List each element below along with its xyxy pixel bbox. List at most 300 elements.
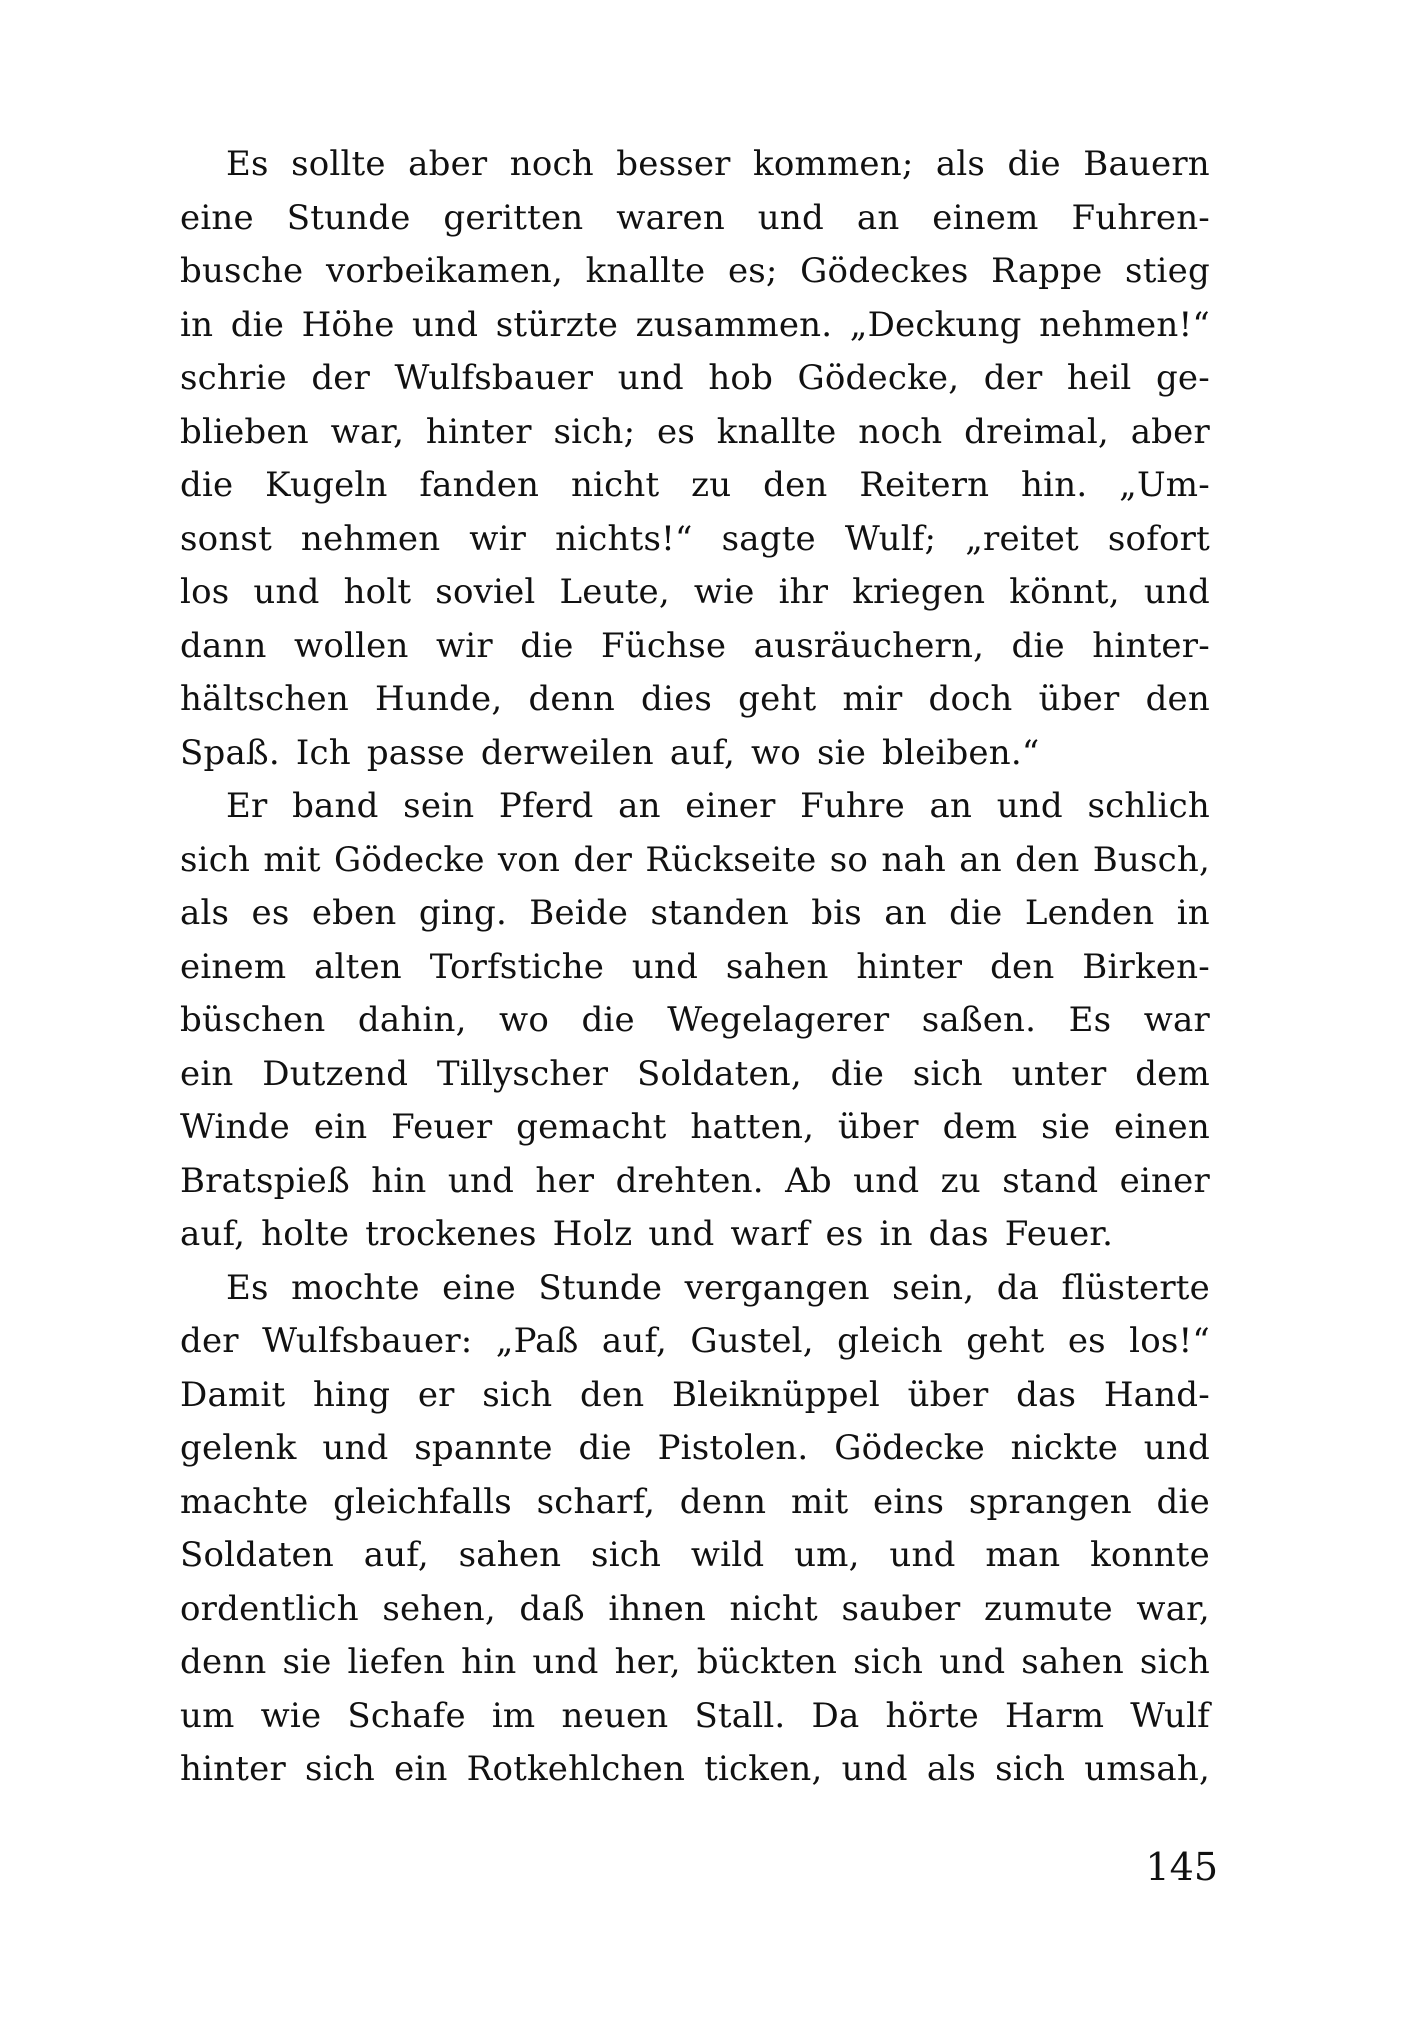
word: ein bbox=[313, 1107, 368, 1147]
word: ticken, bbox=[704, 1749, 823, 1789]
word: Dutzend bbox=[262, 1053, 409, 1094]
word: gemacht bbox=[516, 1107, 667, 1147]
word: zusammen. bbox=[635, 304, 833, 345]
text-line bbox=[180, 1743, 1210, 1797]
word: gleichfalls bbox=[333, 1481, 512, 1522]
word: in bbox=[1176, 893, 1210, 933]
text-line bbox=[180, 406, 1210, 460]
word: wo bbox=[751, 732, 801, 773]
word: einem bbox=[932, 197, 1039, 238]
word: und bbox=[412, 304, 479, 345]
word: den bbox=[1015, 839, 1080, 880]
text-line bbox=[180, 1690, 1210, 1744]
word: Hand- bbox=[1103, 1374, 1210, 1415]
word: an bbox=[884, 893, 927, 933]
word: hin bbox=[371, 1160, 427, 1201]
word: Bauern bbox=[1083, 144, 1210, 184]
word: nehmen!“ bbox=[1039, 304, 1210, 345]
word: als bbox=[926, 1749, 977, 1789]
word: Wulf bbox=[1130, 1695, 1210, 1736]
text-line bbox=[180, 1208, 1210, 1262]
word: Ab bbox=[785, 1160, 832, 1201]
word: hörte bbox=[885, 1695, 979, 1736]
word: um, bbox=[794, 1535, 860, 1575]
word: an bbox=[618, 786, 661, 826]
word: einer bbox=[1119, 1160, 1210, 1201]
word: machte bbox=[180, 1481, 309, 1522]
word: besser bbox=[616, 144, 731, 184]
text-line bbox=[180, 941, 1210, 995]
word: sich bbox=[912, 1053, 983, 1094]
word: holte bbox=[261, 1214, 350, 1254]
word: Gödecke, bbox=[797, 358, 960, 398]
word: ein bbox=[180, 1053, 234, 1094]
word: und bbox=[648, 1214, 715, 1254]
word: sich bbox=[482, 1374, 553, 1415]
word: es bbox=[251, 893, 290, 933]
word: das bbox=[1016, 1374, 1077, 1415]
word: geht bbox=[738, 679, 817, 719]
word: war, bbox=[330, 411, 405, 452]
word: aber bbox=[1130, 411, 1210, 452]
word: Birken- bbox=[1082, 946, 1210, 987]
word: auf, bbox=[363, 1535, 429, 1575]
word: auf, bbox=[669, 732, 735, 773]
word: Es bbox=[226, 1267, 269, 1308]
word: sahen bbox=[1021, 1642, 1124, 1682]
word: nickte bbox=[1010, 1428, 1119, 1468]
word: der bbox=[573, 839, 633, 880]
word: passe bbox=[366, 732, 465, 773]
text-line bbox=[180, 834, 1210, 888]
word: blieben bbox=[180, 411, 309, 452]
word: soviel bbox=[435, 572, 536, 612]
word: wo bbox=[499, 1000, 550, 1040]
text-line bbox=[180, 887, 1210, 941]
word: spannte bbox=[414, 1428, 553, 1468]
text-line bbox=[180, 1636, 1210, 1690]
word: wir bbox=[469, 518, 527, 559]
word: Hunde, bbox=[375, 679, 503, 719]
word: der bbox=[311, 358, 371, 398]
word: sich bbox=[591, 1535, 662, 1575]
word: noch bbox=[858, 411, 943, 452]
word: sie bbox=[816, 732, 867, 773]
word: Bratspieß bbox=[180, 1160, 350, 1201]
word: von bbox=[497, 839, 561, 880]
word: bückten bbox=[696, 1642, 838, 1682]
word: hatten, bbox=[690, 1107, 815, 1147]
word: das bbox=[928, 1214, 989, 1254]
word: „reitet bbox=[965, 518, 1079, 559]
word: sich bbox=[304, 1749, 376, 1789]
word: und bbox=[1143, 572, 1210, 612]
word: Es bbox=[226, 144, 269, 184]
text-line bbox=[180, 1101, 1210, 1155]
word: zumute bbox=[983, 1588, 1113, 1629]
word: es; bbox=[727, 251, 778, 291]
word: Lenden bbox=[1024, 893, 1155, 933]
word: sauber bbox=[841, 1588, 961, 1629]
word: konnte bbox=[1090, 1535, 1210, 1575]
word: in bbox=[180, 304, 214, 345]
word: einer bbox=[685, 786, 776, 826]
word: Gödecke bbox=[333, 839, 485, 880]
word: nehmen bbox=[300, 518, 441, 559]
word: bleiben.“ bbox=[882, 732, 1040, 773]
word: „Um- bbox=[1119, 465, 1210, 505]
word: los!“ bbox=[1129, 1321, 1210, 1361]
word: die bbox=[1007, 144, 1061, 184]
text-line bbox=[180, 727, 1210, 781]
word: Leute, bbox=[559, 572, 670, 612]
word: schlich bbox=[1087, 786, 1210, 826]
word: busche bbox=[180, 251, 304, 291]
word: eine bbox=[442, 1267, 516, 1308]
word: und bbox=[841, 1749, 908, 1789]
word: band bbox=[292, 786, 379, 826]
word: war bbox=[1143, 1000, 1210, 1040]
word: Bleiknüppel bbox=[671, 1374, 880, 1415]
word: doch bbox=[928, 679, 1013, 719]
word: sich bbox=[853, 1642, 924, 1682]
word: wir bbox=[436, 625, 493, 666]
text-line bbox=[180, 1529, 1210, 1583]
word: sich bbox=[995, 1749, 1066, 1789]
word: denn bbox=[528, 679, 615, 719]
text-line bbox=[180, 1048, 1210, 1102]
word: die bbox=[520, 625, 574, 666]
word: ging. bbox=[418, 893, 507, 933]
word: sein bbox=[403, 786, 475, 826]
word: Fuhren- bbox=[1071, 197, 1210, 238]
word: Wegelagerer bbox=[667, 1000, 890, 1040]
word: geritten bbox=[443, 197, 584, 238]
word: drehten. bbox=[615, 1160, 764, 1201]
word: alten bbox=[314, 946, 402, 987]
word: auf, bbox=[180, 1214, 246, 1254]
word: sie bbox=[1041, 1107, 1091, 1147]
word: ein bbox=[394, 1749, 448, 1789]
word: sollte bbox=[291, 144, 386, 184]
text-line bbox=[180, 994, 1210, 1048]
word: her bbox=[535, 1160, 595, 1201]
word: sich bbox=[1139, 1642, 1210, 1682]
word: sofort bbox=[1107, 518, 1210, 559]
word: hin bbox=[461, 1642, 517, 1682]
word: Winde bbox=[180, 1107, 291, 1147]
word: bis bbox=[811, 893, 862, 933]
word: und bbox=[996, 786, 1063, 826]
word: sie bbox=[282, 1642, 332, 1682]
word: Kugeln bbox=[265, 465, 388, 505]
word: und bbox=[532, 1642, 599, 1682]
word: unter bbox=[1011, 1053, 1107, 1094]
word: eine bbox=[180, 197, 254, 238]
word: mit bbox=[790, 1481, 849, 1522]
word: nicht bbox=[570, 465, 660, 505]
word: denn bbox=[679, 1481, 767, 1522]
word: sich; bbox=[553, 411, 636, 452]
word: und bbox=[853, 1160, 920, 1201]
word: knallte bbox=[585, 251, 706, 291]
text-line bbox=[180, 1155, 1210, 1209]
word: die bbox=[830, 1053, 885, 1094]
word: wild bbox=[690, 1535, 765, 1575]
word: und bbox=[1143, 1428, 1210, 1468]
word: zu bbox=[691, 465, 732, 505]
word: den bbox=[990, 946, 1055, 987]
word: an bbox=[929, 786, 973, 826]
word: Holz bbox=[552, 1214, 633, 1254]
word: umsah, bbox=[1084, 1749, 1210, 1789]
word: Stall. bbox=[694, 1695, 786, 1736]
word: vorbeikamen, bbox=[325, 251, 564, 291]
word: war, bbox=[1136, 1588, 1210, 1629]
word: Gödeckes bbox=[800, 251, 969, 291]
word: Ich bbox=[295, 732, 351, 773]
word: ausräuchern, bbox=[753, 625, 985, 666]
text-line bbox=[180, 620, 1210, 674]
word: hinter bbox=[856, 946, 963, 987]
word: und bbox=[322, 1428, 389, 1468]
word: die bbox=[949, 893, 1003, 933]
word: mochte bbox=[291, 1267, 420, 1308]
word: sprangen bbox=[968, 1481, 1132, 1522]
word: heil bbox=[1066, 358, 1132, 398]
word: einen bbox=[1114, 1107, 1210, 1147]
word: er bbox=[417, 1374, 455, 1415]
text-line bbox=[180, 352, 1210, 406]
word: hältschen bbox=[180, 679, 349, 719]
word: der bbox=[983, 358, 1043, 398]
text-line bbox=[180, 513, 1210, 567]
word: Soldaten bbox=[180, 1535, 334, 1575]
word: die bbox=[1156, 1481, 1210, 1522]
text-line bbox=[180, 192, 1210, 246]
word: sonst bbox=[180, 518, 272, 559]
word: gleich bbox=[837, 1321, 943, 1361]
word: könnt, bbox=[1009, 572, 1120, 612]
word: flüsterte bbox=[1061, 1267, 1210, 1308]
word: in bbox=[879, 1214, 913, 1254]
word: denn bbox=[180, 1642, 267, 1682]
word: hin. bbox=[1021, 465, 1088, 505]
word: dahin, bbox=[357, 1000, 467, 1040]
word: Feuer bbox=[391, 1107, 493, 1147]
word: nah bbox=[881, 839, 946, 880]
word: dreimal, bbox=[964, 411, 1109, 452]
word: kommen; bbox=[753, 144, 914, 184]
word: stürzte bbox=[495, 304, 619, 345]
word: „Deckung bbox=[849, 304, 1022, 345]
word: an bbox=[959, 839, 1002, 880]
word: als bbox=[180, 893, 230, 933]
word: im bbox=[491, 1695, 536, 1736]
word: Rappe bbox=[991, 251, 1103, 291]
word: der bbox=[180, 1321, 239, 1361]
text-line bbox=[180, 138, 1210, 192]
word: und bbox=[757, 197, 824, 238]
word: sagte bbox=[721, 518, 816, 559]
word: derweilen bbox=[480, 732, 654, 773]
word: Damit bbox=[180, 1374, 286, 1415]
word: man bbox=[985, 1535, 1061, 1575]
word: ihr bbox=[778, 572, 829, 612]
text-line bbox=[180, 673, 1210, 727]
text-line bbox=[180, 1369, 1210, 1423]
word: als bbox=[935, 144, 986, 184]
word: dem bbox=[1135, 1053, 1210, 1094]
word: hing bbox=[312, 1374, 391, 1415]
word: Schafe bbox=[347, 1695, 466, 1736]
word: und bbox=[447, 1160, 515, 1201]
word: Gödecke bbox=[834, 1428, 985, 1468]
text-line bbox=[180, 299, 1210, 353]
word: dann bbox=[180, 625, 267, 666]
word: hinter bbox=[425, 411, 532, 452]
word: wollen bbox=[294, 625, 409, 666]
word: büschen bbox=[180, 1000, 326, 1040]
text-line bbox=[180, 1262, 1210, 1316]
word: sein, bbox=[892, 1267, 975, 1308]
word: los bbox=[180, 572, 230, 612]
word: die bbox=[581, 1000, 635, 1040]
word: den bbox=[579, 1374, 645, 1415]
word: Wulfsbauer bbox=[394, 358, 594, 398]
word: es bbox=[1067, 1321, 1106, 1361]
word: hinter bbox=[180, 1749, 286, 1789]
word: und bbox=[939, 1642, 1006, 1682]
page-number: 145 bbox=[1145, 1845, 1218, 1889]
word: Pistolen. bbox=[657, 1428, 809, 1468]
word: sahen bbox=[458, 1535, 562, 1575]
word: dies bbox=[641, 679, 713, 719]
word: sahen bbox=[725, 946, 829, 987]
word: waren bbox=[616, 197, 725, 238]
word: kriegen bbox=[852, 572, 986, 612]
word: Höhe bbox=[301, 304, 395, 345]
word: „Paß bbox=[495, 1321, 579, 1361]
word: es bbox=[825, 1214, 864, 1254]
word: über bbox=[837, 1107, 919, 1147]
word: Rückseite bbox=[645, 839, 817, 880]
word: Wulfsbauer: bbox=[262, 1321, 473, 1361]
word: Stunde bbox=[538, 1267, 663, 1308]
word: daß bbox=[519, 1588, 585, 1629]
body-text bbox=[180, 138, 1210, 1797]
word: standen bbox=[650, 893, 789, 933]
word: stand bbox=[1002, 1160, 1099, 1201]
word: nichts!“ bbox=[555, 518, 693, 559]
word: es bbox=[657, 411, 695, 452]
word: den bbox=[763, 465, 828, 505]
word: Da bbox=[811, 1695, 860, 1736]
word: an bbox=[856, 197, 900, 238]
text-line bbox=[180, 566, 1210, 620]
word: und bbox=[253, 572, 320, 612]
text-line bbox=[180, 1476, 1210, 1530]
word: warf bbox=[730, 1214, 810, 1254]
text-line bbox=[180, 459, 1210, 513]
word: Beide bbox=[529, 893, 629, 933]
word: sich bbox=[180, 839, 251, 880]
word: hob bbox=[708, 358, 774, 398]
word: Stunde bbox=[286, 197, 411, 238]
word: Wulf; bbox=[844, 518, 937, 559]
text-line bbox=[180, 1583, 1210, 1637]
word: so bbox=[829, 839, 869, 880]
word: und bbox=[617, 358, 684, 398]
word: geht bbox=[966, 1321, 1045, 1361]
word: Füchse bbox=[601, 625, 727, 666]
word: Gustel, bbox=[690, 1321, 814, 1361]
text-line bbox=[180, 245, 1210, 299]
word: ihnen bbox=[608, 1588, 706, 1629]
word: wie bbox=[260, 1695, 322, 1736]
word: schrie bbox=[180, 358, 287, 398]
word: scharf, bbox=[536, 1481, 656, 1522]
word: noch bbox=[509, 144, 594, 184]
text-line bbox=[180, 780, 1210, 834]
word: Soldaten, bbox=[636, 1053, 802, 1094]
word: wie bbox=[693, 572, 755, 612]
word: über bbox=[1038, 679, 1120, 719]
word: Reitern bbox=[859, 465, 990, 505]
word: Tillyscher bbox=[436, 1053, 609, 1094]
word: stieg bbox=[1125, 251, 1210, 291]
word: Spaß. bbox=[180, 732, 280, 773]
word: trockenes bbox=[365, 1214, 537, 1254]
word: Torfstiche bbox=[429, 946, 605, 987]
word: Pferd bbox=[498, 786, 594, 826]
word: gelenk bbox=[180, 1428, 297, 1468]
word: ordentlich bbox=[180, 1588, 359, 1629]
word: Feuer. bbox=[1004, 1214, 1114, 1254]
word: dem bbox=[942, 1107, 1018, 1147]
word: Harm bbox=[1004, 1695, 1105, 1736]
text-line bbox=[180, 1315, 1210, 1369]
word: da bbox=[996, 1267, 1040, 1308]
word: sehen, bbox=[382, 1588, 496, 1629]
text-line bbox=[180, 1422, 1210, 1476]
word: eins bbox=[873, 1481, 945, 1522]
word: über bbox=[907, 1374, 989, 1415]
word: holt bbox=[343, 572, 412, 612]
word: mit bbox=[263, 839, 321, 880]
word: und bbox=[889, 1535, 956, 1575]
word: auf, bbox=[601, 1321, 668, 1361]
word: hinter- bbox=[1092, 625, 1210, 666]
word: her, bbox=[614, 1642, 681, 1682]
word: und bbox=[631, 946, 699, 987]
word: Es bbox=[1068, 1000, 1112, 1040]
word: ge- bbox=[1155, 358, 1210, 398]
word: Er bbox=[226, 786, 268, 826]
word: aber bbox=[408, 144, 488, 184]
word: liefen bbox=[347, 1642, 446, 1682]
word: knallte bbox=[716, 411, 837, 452]
word: einem bbox=[180, 946, 287, 987]
word: zu bbox=[940, 1160, 981, 1201]
word: die bbox=[230, 304, 285, 345]
word: eben bbox=[311, 893, 397, 933]
word: vergangen bbox=[684, 1267, 870, 1308]
word: neuen bbox=[561, 1695, 669, 1736]
word: Fuhre bbox=[800, 786, 905, 826]
word: Busch, bbox=[1092, 839, 1210, 880]
word: saßen. bbox=[921, 1000, 1037, 1040]
